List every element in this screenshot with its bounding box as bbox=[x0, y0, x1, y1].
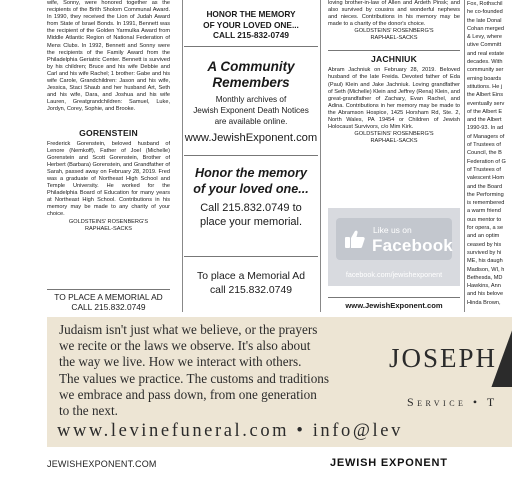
footer-publication: JEWISH EXPONENT bbox=[330, 457, 448, 469]
obituary-name-gorenstein: GORENSTEIN bbox=[79, 127, 138, 138]
ad-quote-line: Judaism isn't just what we believe, or the prayers bbox=[59, 322, 318, 337]
funeral-home-credit: GOLDSTEINS' ROSENBERG'S bbox=[354, 131, 434, 138]
column3-divider bbox=[328, 297, 460, 298]
obituary-fragment-line: Madison, WI, h bbox=[467, 266, 505, 273]
ad-quote-line: we recite or the laws we observe. It's also about bbox=[59, 338, 311, 354]
obituary-fragment-line: Bethesda, MD bbox=[467, 274, 503, 281]
obituary-fragment-line: he co-founded bbox=[467, 9, 503, 16]
facebook-like-button[interactable] bbox=[336, 218, 452, 260]
funeral-home-credit: GOLDSTEINS' ROSENBERG'S bbox=[354, 28, 434, 35]
obituary-fragment-line: a warm friend bbox=[467, 208, 501, 215]
obituary-column-3 bbox=[328, 0, 460, 202]
funeral-service-tagline: Service • T bbox=[407, 395, 498, 409]
place-memorial-ad bbox=[184, 270, 318, 298]
memorial-ad-phone: CALL 215.832.0749 bbox=[71, 302, 146, 312]
obituary-body-gorenstein: Frederick Gorenstein, beloved husband of Lenore (Nemkoff), Father of Joel (Michelle) Gorenstein and Scott Gorenstein, Brother of Herbert (Barbara) Gorenstein, and Grandfather of Sarah, passed away on February 28, 2019. Fred was a graduate of Northeast High School and Temple University. He worked for the Philadelphia Board of Education for many years at Northeast High School. Contributions in his memory may be made to any charity of your choice. bbox=[47, 140, 170, 218]
facebook-like-label: Like us on bbox=[373, 225, 412, 235]
ad-divider bbox=[184, 256, 318, 257]
memorial-ad-small bbox=[47, 292, 170, 312]
funeral-home-name: JOSEPH bbox=[389, 343, 498, 373]
column-divider bbox=[464, 0, 465, 312]
ad-subtext: are available online. bbox=[214, 117, 288, 126]
obituary-fragment bbox=[467, 0, 512, 307]
honor-memory-italic-ad bbox=[184, 166, 318, 229]
facebook-ad[interactable] bbox=[328, 208, 460, 286]
obituary-column-4 bbox=[467, 0, 512, 312]
ad-quote-line: to the next. bbox=[59, 403, 118, 419]
obituary-fragment-line: the late Donal bbox=[467, 17, 502, 24]
obituary-fragment-line: eventually serv bbox=[467, 100, 505, 107]
obituary-fragment-line: and the Albert bbox=[467, 117, 502, 124]
obituary-fragment-line: Cohan merged bbox=[467, 25, 505, 32]
ad-url[interactable]: www.JewishExponent.com bbox=[184, 132, 318, 144]
obituary-name-jachniuk: JACHNIUK bbox=[370, 54, 417, 65]
obituary-fragment-line: Federation of G bbox=[467, 158, 506, 165]
funeral-home-credit: RAPHAEL-SACKS bbox=[370, 138, 418, 145]
column-divider bbox=[182, 0, 183, 312]
obituary-fragment-line: erning boards bbox=[467, 75, 502, 82]
community-remembers-ad bbox=[184, 59, 318, 145]
ad-phone: call 215.832.0749 bbox=[209, 285, 293, 296]
honor-memory-line: HONOR THE MEMORY bbox=[206, 9, 296, 19]
obituary-fragment-line: the Performing bbox=[467, 191, 504, 198]
ad-quote-line: the way we live. How we interact with others. bbox=[59, 354, 302, 370]
funeral-home-credit: RAPHAEL-SACKS bbox=[85, 225, 132, 232]
column1-divider bbox=[47, 289, 170, 290]
levine-funeral-ad bbox=[47, 317, 512, 447]
ad-divider bbox=[184, 155, 318, 156]
obituary-fragment-line: decades. With bbox=[467, 59, 503, 66]
obituary-fragment-line: ous mentor to bbox=[467, 216, 502, 223]
ad-heading: Honor the memory bbox=[195, 166, 307, 180]
obituary-fragment-line: Council, the B bbox=[467, 150, 502, 157]
funeral-home-credit: RAPHAEL-SACKS bbox=[370, 35, 418, 42]
ad-subtext: Monthly archives of bbox=[215, 95, 287, 104]
ad-quote-line: The values we practice. The customs and traditions bbox=[59, 370, 330, 386]
obituary-fragment-line: and the Board bbox=[467, 183, 503, 190]
ad-quote-line: we embrace and pass down, from one generation bbox=[59, 386, 317, 402]
column-divider bbox=[320, 0, 321, 312]
obituary-fragment-line: Hinda Brown, bbox=[467, 299, 501, 306]
obituary-carryover-text: loving brother-in-law of Allen and Ardeth Pinsk; and also survived by cousins and wonderful nephews and nieces. Contributions in his memory may be made to a charity of the donor's choice. bbox=[328, 0, 460, 28]
obituary-fragment-line: ME, his daugh bbox=[467, 258, 503, 265]
obituary-fragment-line: of the Albert E bbox=[467, 108, 503, 115]
honor-memory-line: OF YOUR LOVED ONE... bbox=[203, 19, 299, 30]
ad-heading: A Community bbox=[207, 59, 295, 74]
obituary-fragment-line: and his belove bbox=[467, 291, 504, 298]
site-url[interactable]: www.JewishExponent.com bbox=[345, 301, 443, 310]
obituary-fragment-line: and an optim bbox=[467, 233, 500, 240]
obituary-fragment-line: valescent Hom bbox=[467, 175, 504, 182]
ad-heading: of your loved one... bbox=[193, 181, 309, 196]
obituary-fragment-line: and real estate bbox=[467, 50, 505, 57]
ad-quote bbox=[59, 322, 389, 419]
memorial-ad-line: TO PLACE A MEMORIAL AD bbox=[54, 292, 163, 302]
facebook-url[interactable]: facebook.com/jewishexponent bbox=[345, 270, 443, 279]
ad-subtext: Jewish Exponent Death Notices bbox=[193, 106, 309, 115]
funeral-contact-line[interactable]: www.levinefuneral.com • info@lev bbox=[57, 421, 403, 441]
obituary-fragment-line: the Albert Eins bbox=[467, 92, 504, 99]
ad-subtext: Call 215.832.0749 to bbox=[200, 202, 302, 214]
honor-memory-phone: CALL 215-832-0749 bbox=[213, 30, 289, 40]
obituary-fragment-line: & Levy, where bbox=[467, 34, 503, 41]
obituary-fragment-line: ceased by his bbox=[467, 241, 502, 248]
obituary-fragment-line: survived by hi bbox=[467, 249, 502, 256]
obituary-carryover-text: wife, Sonny, were honored together as the recipients of the Brith Sholom Communal Award. In 1990, they received the Lion of Judah Award from State of Israel Bonds. In 1991, Bennett was the recipient of the Golden Yarmulka Award from Middle Atlantic Region of National Federation of Mens Clubs. In 1992, Bennett and Sonny were the recipients of the Family Award from the Philadelphia Geriatric Center. Bennett is survived by his children; Bruce and his wife Debbie and Carl and his wife Rachel; 1 brother: Gabe and his wife Carole, Grandchildren: Jason and his wife, Jessica, Staci Shaub and her husband Art, Seth and his wife, Dara, and Joshua and his wife Lauren, Greatgrandchildren: Samuel, Luke, Jordyn, Corey, Sophie, and Brooke. bbox=[47, 0, 170, 113]
ad-subtext: place your memorial. bbox=[199, 216, 303, 228]
footer-site[interactable]: JEWISHEXPONENT.COM bbox=[47, 459, 157, 469]
obituary-fragment-line: of Trustees of bbox=[467, 142, 501, 149]
obituary-fragment-line: 1990-93. In ad bbox=[467, 125, 504, 132]
obituary-fragment-line: utive Committ bbox=[467, 42, 502, 49]
obituary-fragment-line: Hawkins, Ann bbox=[467, 283, 501, 290]
ad-divider bbox=[184, 46, 318, 47]
thumbs-up-icon bbox=[344, 229, 366, 249]
honor-memory-ad bbox=[184, 9, 318, 41]
obituary-fragment-line: of Trustees of bbox=[467, 166, 501, 173]
facebook-wordmark: Facebook bbox=[372, 236, 453, 255]
obituary-fragment-line: of Managers of bbox=[467, 133, 505, 140]
obituary-body-jachniuk: Abram Jachniuk on February 28, 2019. Beloved husband of the late Freida. Devoted father of Eda (Paul) Klein and Jake Jachniuk. Loving grandfather of Seth (Michelle) Klein and Jeffrey (Rena) Klein, and great-grandfather of Zachary, Evan Rachel, and Adina. Contributions in her memory may be made to the Abramson Hospice, 1425 Horsham Rd, Ste. 2, North Wales, PA 19454 or Children of Jewish Holocaust Survivors, c/o Mim Kirk. bbox=[328, 67, 460, 131]
obituary-fragment-line: is remembered bbox=[467, 200, 505, 207]
obituary-fragment-line: stitutions. He j bbox=[467, 83, 503, 90]
column3-divider bbox=[328, 50, 460, 51]
ad-heading: Remembers bbox=[212, 75, 290, 90]
funeral-home-credit: GOLDSTEINS' ROSENBERG'S bbox=[68, 218, 149, 225]
obituary-fragment-line: for opera, a se bbox=[467, 225, 504, 232]
obituary-fragment-line: community ser bbox=[467, 67, 504, 74]
obituary-fragment-line: Fox, Rothschil bbox=[467, 1, 503, 7]
ad-subtext: To place a Memorial Ad bbox=[197, 271, 305, 282]
obituary-column-1 bbox=[47, 0, 170, 312]
